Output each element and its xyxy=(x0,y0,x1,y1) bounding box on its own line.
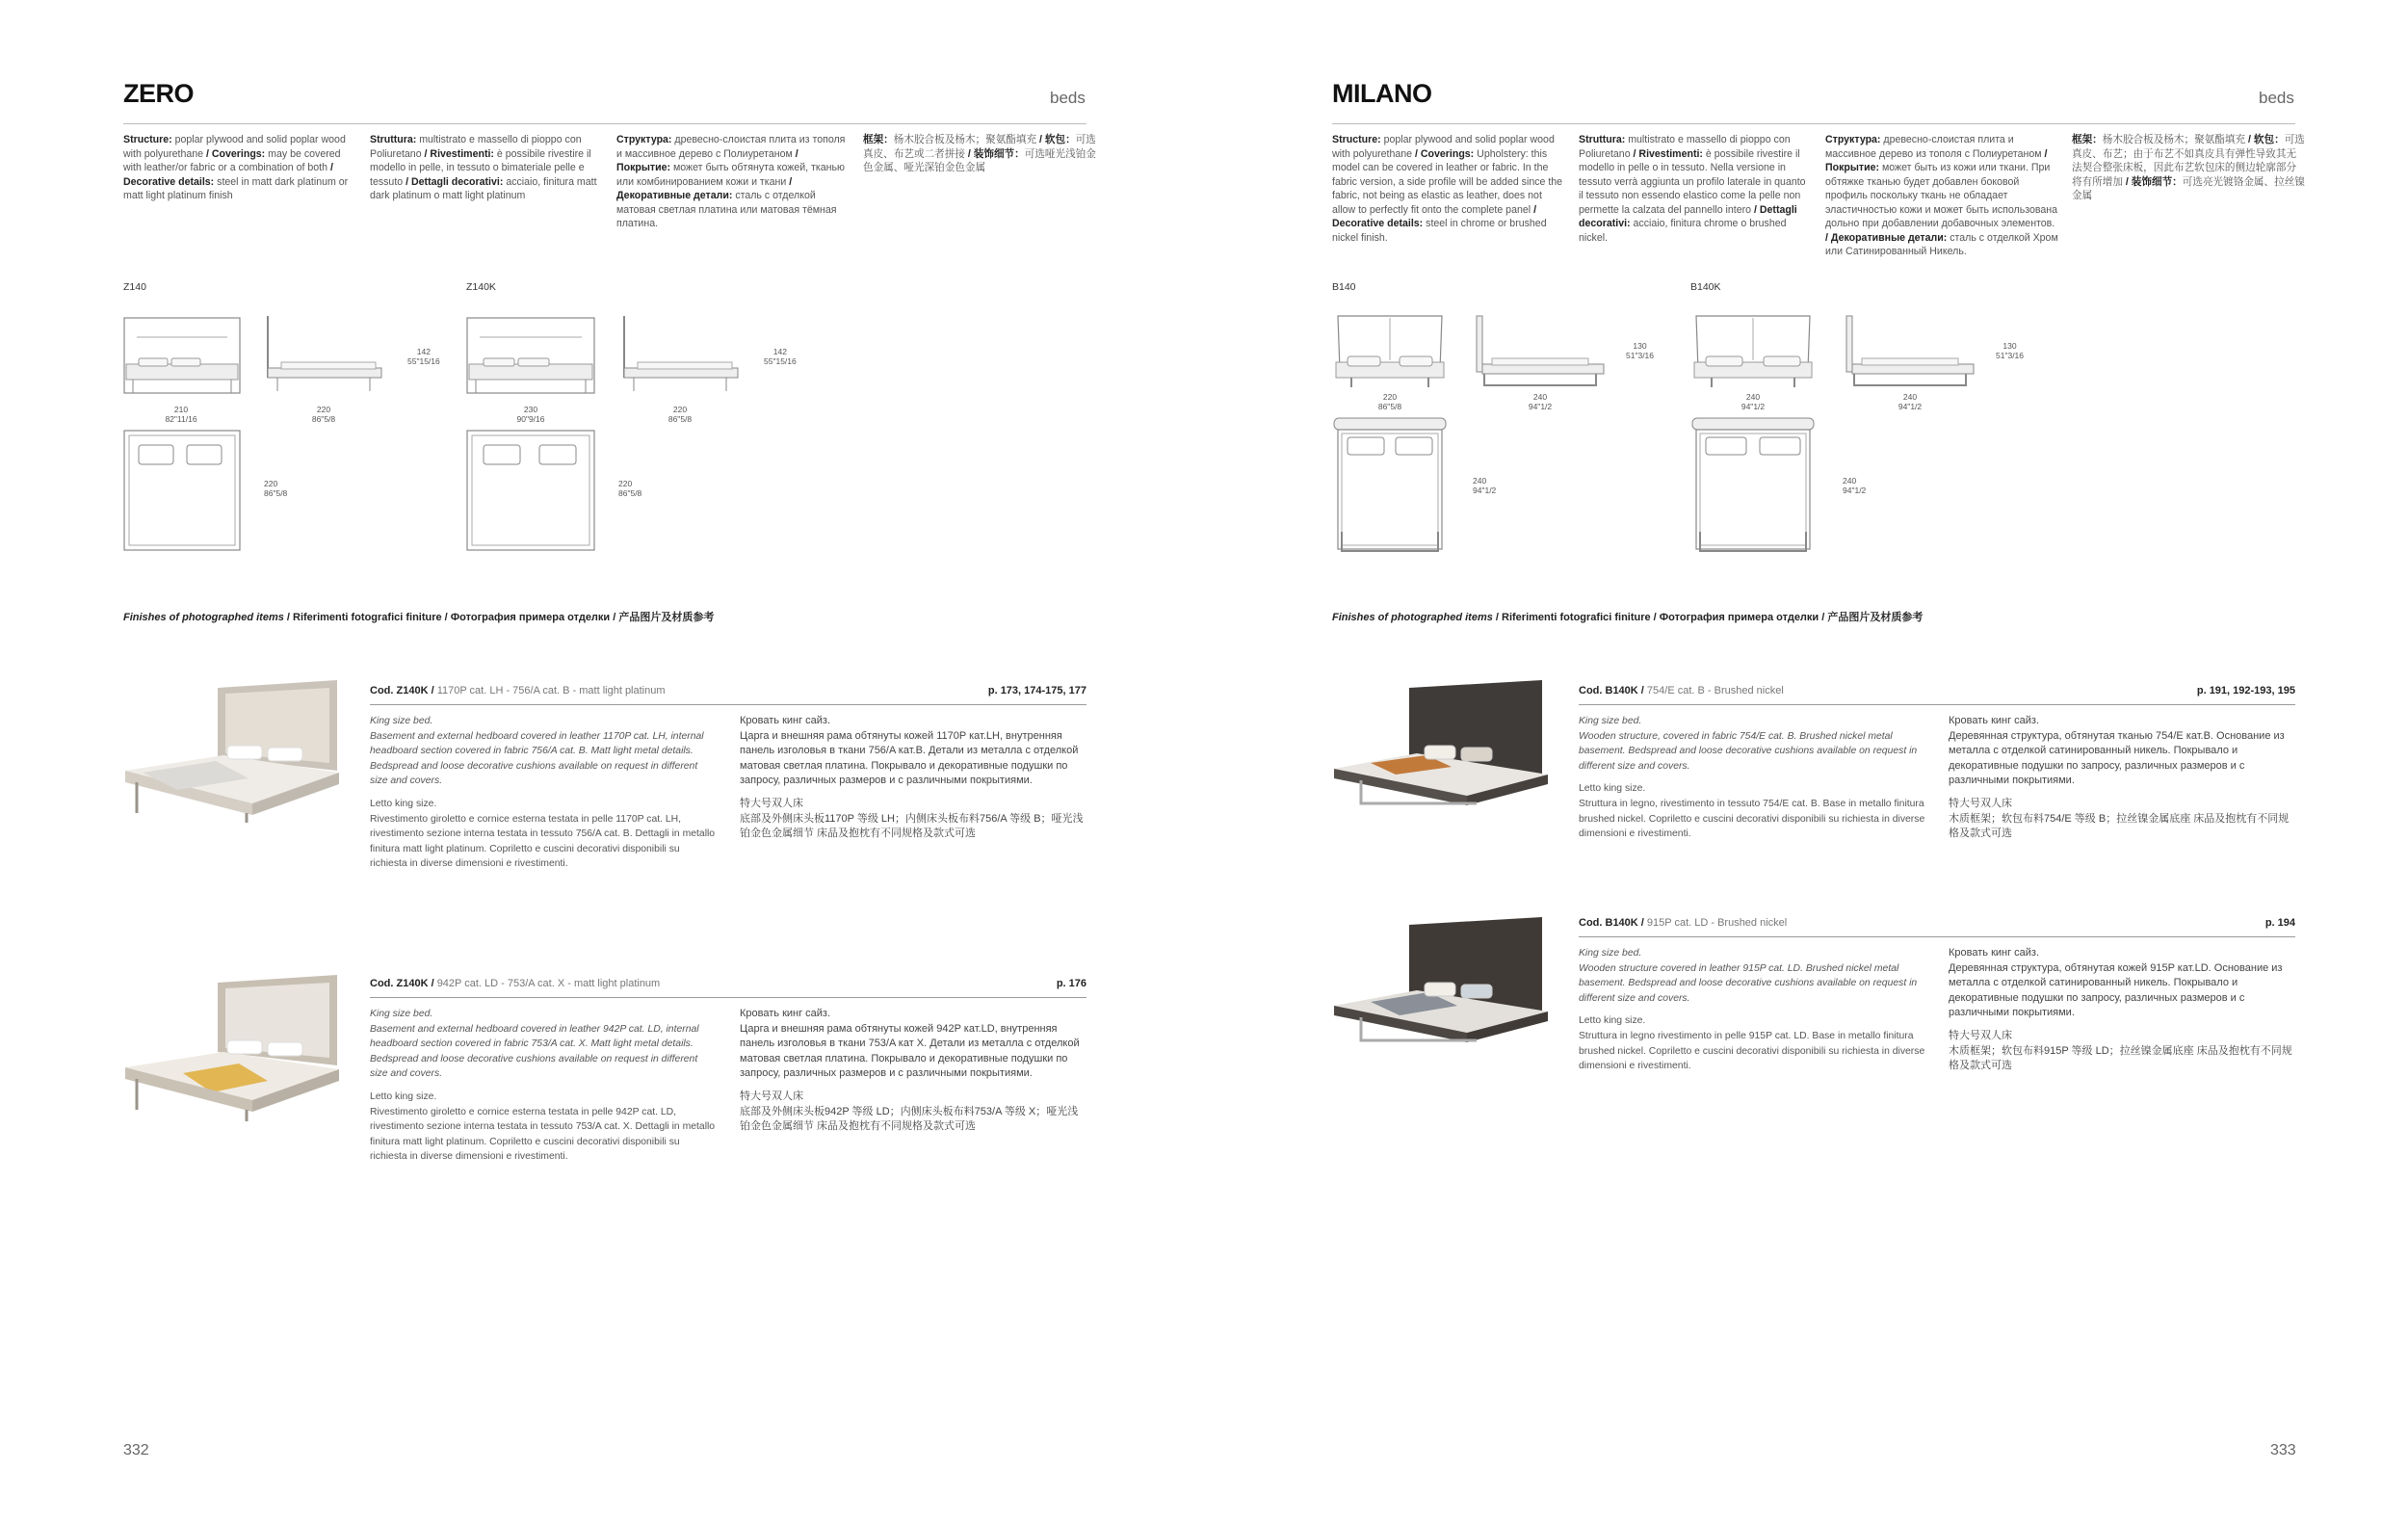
top-length-dimension: 220 86"5/8 xyxy=(618,479,642,498)
length-dimension: 240 94"1/2 xyxy=(1528,392,1553,411)
description-it: Struttura: multistrato e massello di pioppo con Poliuretano / Rivestimenti: è possibile rivestire il modello in pelle o in tessuto. Nella versione in tessuto verrà aggiunta un profilo laterale in quanto il tessuto non essendo elastico come la pelle non permette la calzata del pannello intero / Dettagli decorativi: acciaio, finitura chrome o brushed nickel. xyxy=(1579,134,1806,244)
model-label: Z140K xyxy=(466,281,496,293)
product-text-en-it: King size bed. Basement and external hedboard covered in leather 942P cat. LD, internal headboard section covered in fabric 753/A cat. X. Matt light metal details. Bedspread and loose decorative cushions available on request in different size and covers. Letto king size. Rivestimento giroletto e cornice esterna testata in pelle 942P cat. LD, rivestimento sezione interna testata in tessuto 753/A cat. X. Dettagli in metallo finitura matt light platinum. Copriletto e cuscini decorativi disponibili su richiesta in diverse dimensioni e rivestimenti. xyxy=(370,1009,716,1163)
description-ru: Структура: древесно-слоистая плита и массивное дерево из тополя с Полиуретаном / Покрытие: может быть из кожи или ткани. При обтяжке тканью будет добавлен боковой профиль поскольку ткань не обладает эластичностью кожи и может быть использована дольно при добавлении добавочных элементов. / Декоративные детали: сталь с отделкой Хром или Сатинированный Никель. xyxy=(1825,134,2058,257)
product-header: Cod. Z140K / 942P cat. LD - 753/A cat. X - matt light platinum p. 176 xyxy=(370,978,1086,998)
page-title: ZERO xyxy=(123,79,195,108)
page-number: 332 xyxy=(123,1442,149,1458)
top-view-drawing xyxy=(1332,416,1448,555)
description-ru: Структура: древесно-слоистая плита из тополя и массивное дерево с Полиуретаном / Покрытие: может быть обтянута кожей, тканью или комбинированием кожи и ткани / Декоративные детали: сталь с отделкой матовая светлая платина или матовая тёмная платина. xyxy=(616,134,846,229)
description-zh: 框架：杨木胶合板及杨木；聚氨酯填充 / 软包：可选真皮、布艺；由于布艺不如真皮具有弹性导致其无法契合整张床板，因此布艺软包床的侧边轮廓部分将有所增加 / 装饰细节：可选亮光镀铬金属、拉丝镍金属 xyxy=(2072,134,2305,201)
width-dimension: 210 82"11/16 xyxy=(165,405,197,424)
height-dimension: 130 51"3/16 xyxy=(1626,341,1655,360)
top-view-drawing xyxy=(466,430,595,551)
model-label: Z140 xyxy=(123,281,146,293)
side-view-drawing xyxy=(1843,314,1977,391)
page-title: MILANO xyxy=(1332,79,1432,108)
side-view-drawing xyxy=(264,314,383,395)
product-text-ru-zh: Кровать кинг сайз. Деревянная структура, обтянутая кожей 915P кат.LD. Основание из металла с отделкой сатинированный никель. Покрывало и декоративные подушки по запросу, различных размеров и с различными покрытиями. 特大号双人床 木质框架；软包布料915P 等级 LD；拉丝镍金属底座 床品及抱枕有不同规格及款式可选 xyxy=(1949,947,2292,1072)
bed-photo xyxy=(1332,678,1554,813)
model-label: B140 xyxy=(1332,281,1356,293)
product-text-ru-zh: Кровать кинг сайз. Царга и внешняя рама обтянуты кожей 942P кат.LD, внутренняя панель изголовья в ткани 753/A кат X. Детали из металла с отделкой матовая светлая платина. Покрывало и декоративные подушки по запросу, различных размеров и с различными покрытиями. 特大号双人床 底部及外侧床头板942P 等级 LD；内侧床头板布料753/A 等级 X；哑光浅铂金色金属细节 床品及抱枕有不同规格及款式可选 xyxy=(740,1008,1080,1133)
front-view-drawing xyxy=(466,314,595,395)
description-en: Structure: poplar plywood and solid poplar wood with polyurethane / Coverings: may be covered with leather/or fabric or a combination of both / Decorative details: steel in matt dark platinum or matt light platinum finish xyxy=(123,134,349,201)
side-view-drawing xyxy=(620,314,740,395)
product-text-en-it: King size bed. Wooden structure covered in leather 915P cat. LD. Brushed nickel metal basement. Bedspread and loose decorative cushions available on request in different size and covers. Letto king size. Struttura in legno rivestimento in pelle 915P cat. LD. Base in metallo finitura brushed nickel. Copriletto e cuscini decorativi disponibili su richiesta in diverse dimensioni e rivestimenti. xyxy=(1579,948,1925,1072)
category-label: beds xyxy=(2259,89,2294,107)
product-text-en-it: King size bed. Wooden structure, covered in fabric 754/E cat. B. Brushed nickel metal basement. Bedspread and loose decorative cushions available on request in different size and covers. Letto king size. Struttura in legno, rivestimento in tessuto 754/E cat. B. Base in metallo finitura brushed nickel. Copriletto e cuscini decorativi disponibili su richiesta in diverse dimensioni e rivestimenti. xyxy=(1579,716,1925,840)
top-view-drawing xyxy=(123,430,241,551)
width-dimension: 230 90"9/16 xyxy=(516,405,545,424)
product-text-ru-zh: Кровать кинг сайз. Деревянная структура, обтянутая тканью 754/E кат.B. Основание из металла с отделкой сатинированный никель. Покрывало и декоративные подушки по запросу, различных размеров и с различными покрытиями. 特大号双人床 木质框架；软包布料754/E 等级 B；拉丝镍金属底座 床品及抱枕有不同规格及款式可选 xyxy=(1949,715,2290,840)
bed-photo xyxy=(123,973,345,1127)
description-zh: 框架：杨木胶合板及杨木；聚氨酯填充 / 软包：可选真皮、布艺或二者拼接 / 装饰细节：可选哑光浅铂金色金属、哑光深铂金色金属 xyxy=(863,134,1096,173)
finishes-heading: Finishes of photographed items / Riferimenti fotografici finiture / Фотография примера отделки / 产品图片及材质参考 xyxy=(123,612,715,623)
page-right xyxy=(1204,0,2408,1524)
width-dimension: 240 94"1/2 xyxy=(1741,392,1766,411)
top-length-dimension: 240 94"1/2 xyxy=(1843,476,1867,495)
bed-photo xyxy=(1332,915,1554,1050)
front-view-drawing xyxy=(1332,314,1448,391)
width-dimension: 220 86"5/8 xyxy=(1377,392,1402,411)
front-view-drawing xyxy=(123,314,241,395)
product-text-ru-zh: Кровать кинг сайз. Царга и внешняя рама обтянуты кожей 1170P кат.LH, внутренняя панель изголовья в ткани 756/A кат.B. Детали из металла с отделкой матовая светлая платина. Покрывало и декоративные подушки по запросу, различных размеров и с различными покрытиями. 特大号双人床 底部及外侧床头板1170P 等级 LH；内侧床头板布料756/A 等级 B；哑光浅铂金色金属细节 床品及抱枕有不同规格及款式可选 xyxy=(740,715,1084,840)
height-dimension: 142 55"15/16 xyxy=(764,347,797,366)
product-header: Cod. Z140K / 1170P cat. LH - 756/A cat. B - matt light platinum p. 173, 174-175, 177 xyxy=(370,685,1086,705)
height-dimension: 130 51"3/16 xyxy=(1996,341,2025,360)
finishes-heading: Finishes of photographed items / Riferimenti fotografici finiture / Фотография примера отделки / 产品图片及材质参考 xyxy=(1332,612,1924,623)
side-view-drawing xyxy=(1473,314,1608,391)
header-divider xyxy=(1332,123,2295,124)
length-dimension: 220 86"5/8 xyxy=(311,405,336,424)
description-en: Structure: poplar plywood and solid poplar wood with polyurethane / Coverings: Upholstery: this model can be covered in leather or fabric. In the fabric version, a side profile will be added since the fabric, not being as elastic as leather, does not allow to perfectly fit onto the complete panel / Decorative details: steel in chrome or brushed nickel finish. xyxy=(1332,134,1563,244)
top-view-drawing xyxy=(1690,416,1816,555)
length-dimension: 240 94"1/2 xyxy=(1898,392,1923,411)
header-divider xyxy=(123,123,1086,124)
page-number: 333 xyxy=(2270,1442,2296,1458)
height-dimension: 142 55"15/16 xyxy=(407,347,440,366)
product-header: Cod. B140K / 754/E cat. B - Brushed nickel p. 191, 192-193, 195 xyxy=(1579,685,2295,705)
bed-photo xyxy=(123,678,345,825)
front-view-drawing xyxy=(1690,314,1816,391)
length-dimension: 220 86"5/8 xyxy=(667,405,693,424)
top-length-dimension: 240 94"1/2 xyxy=(1473,476,1497,495)
product-text-en-it: King size bed. Basement and external hedboard covered in leather 1170P cat. LH, internal headboard section covered in fabric 756/A cat. B. Matt light metal details. Bedspread and loose decorative cushions available on request in different size and covers. Letto king size. Rivestimento giroletto e cornice esterna testata in pelle 1170P cat. LH, rivestimento sezione interna testata in tessuto 756/A cat. B. Dettagli in metallo finitura matt light platinum. Copriletto e cuscini decorativi disponibili su richiesta in diverse dimensioni e rivestimenti. xyxy=(370,716,716,870)
product-header: Cod. B140K / 915P cat. LD - Brushed nickel p. 194 xyxy=(1579,917,2295,937)
model-label: B140K xyxy=(1690,281,1721,293)
category-label: beds xyxy=(1050,89,1086,107)
description-it: Struttura: multistrato e massello di pioppo con Poliuretano / Rivestimenti: è possibile rivestire il modello in pelle, in tessuto o bimateriale pelle e tessuto / Dettagli decorativi: acciaio, finitura matt dark platinum o matt light platinum xyxy=(370,134,597,201)
top-length-dimension: 220 86"5/8 xyxy=(264,479,288,498)
